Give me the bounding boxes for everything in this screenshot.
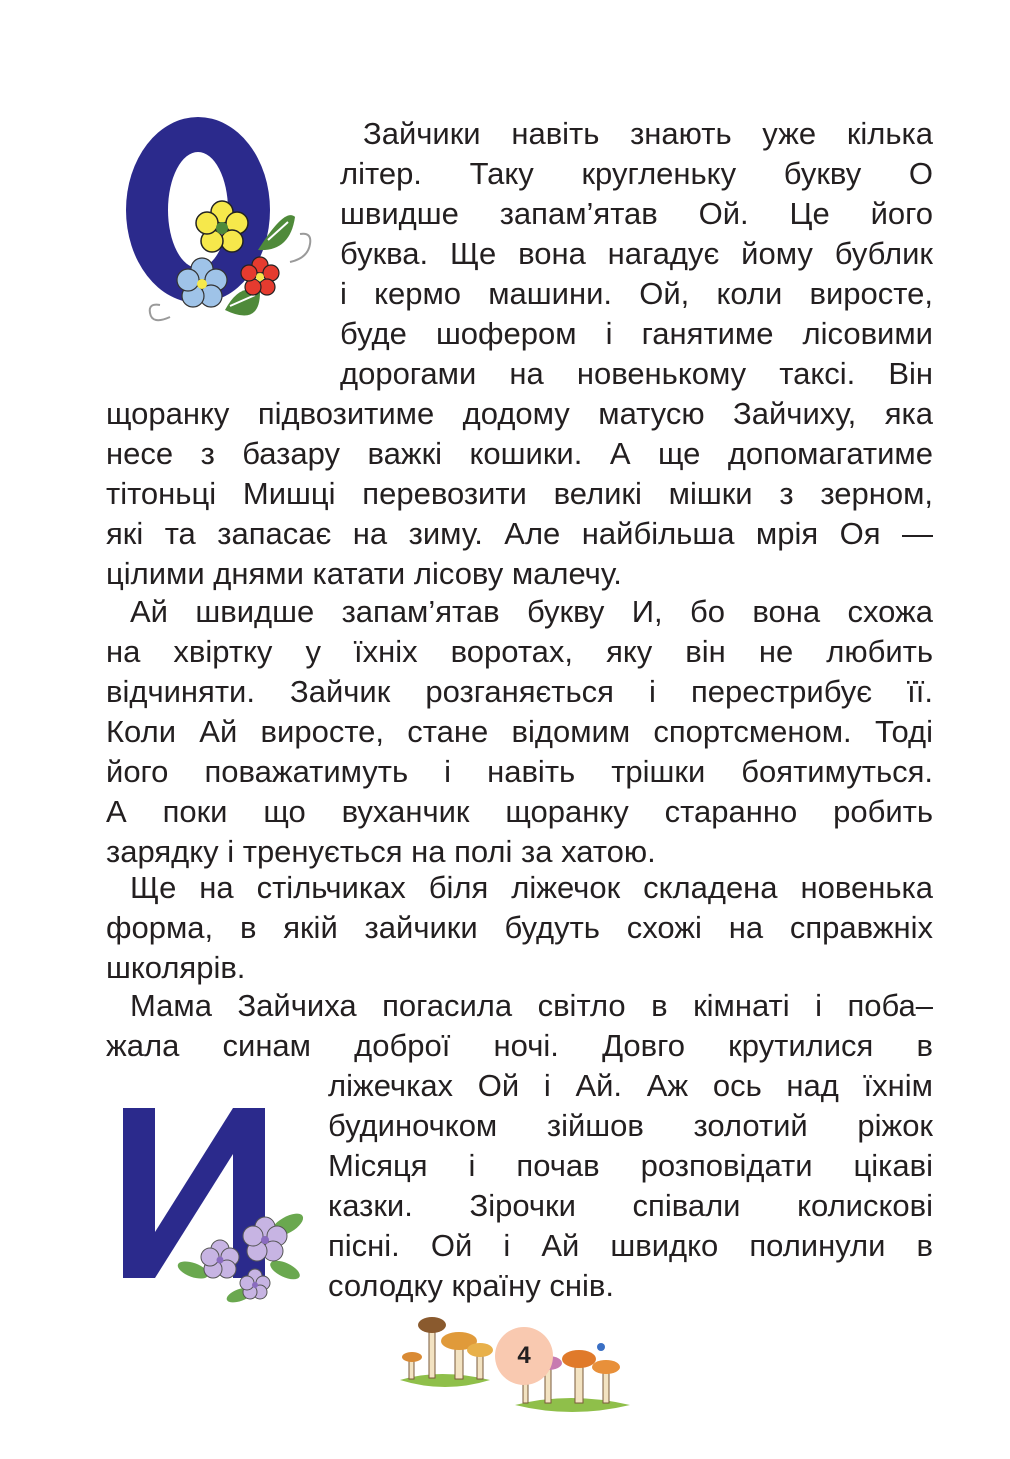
text-line: дорогами на новенькому таксі. Він xyxy=(340,356,933,391)
text-line: школярів. xyxy=(106,950,246,985)
text-line: Зайчики навіть знають уже кілька xyxy=(363,116,933,151)
text-line: буква. Ще вона нагадує йому бублик xyxy=(340,236,933,271)
text-line: Ще на стільчиках біля ліжечок складена новенька xyxy=(130,870,933,905)
text-line: які та запасає на зиму. Але найбільша мрія Оя — xyxy=(106,516,933,551)
text-line: літер. Таку кругленьку букву О xyxy=(340,156,933,191)
text-line: Коли Ай виросте, стане відомим спортсменом. Тоді xyxy=(106,714,933,749)
text-line: Мама Зайчиха погасила світло в кімнаті і поба– xyxy=(130,988,933,1023)
text-line: форма, в якій зайчики будуть схожі на справжніх xyxy=(106,910,933,945)
letter-i-illustration xyxy=(115,1100,315,1315)
text-line: несе з базару важкі кошики. А ще допомагатиме xyxy=(106,436,933,471)
text-line: швидше запам’ятав Ой. Це його xyxy=(340,196,933,231)
text-line: Ай швидше запам’ятав букву И, бо вона схожа xyxy=(130,594,933,629)
text-line: А поки що вуханчик щоранку старанно робить xyxy=(106,794,933,829)
page-number: 4 xyxy=(495,1327,553,1385)
letter-o-illustration xyxy=(110,112,325,352)
text-line: цілими днями катати лісову малечу. xyxy=(106,556,622,591)
text-line: казки. Зірочки співали колискові xyxy=(328,1188,933,1223)
text-line: відчиняти. Зайчик розганяється і перестрибує її. xyxy=(106,674,933,709)
text-line: на хвіртку у їхніх воротах, яку він не любить xyxy=(106,634,933,669)
text-line: і кермо машини. Ой, коли виросте, xyxy=(340,276,933,311)
text-line: зарядку і тренується на полі за хатою. xyxy=(106,834,656,869)
text-line: ліжечках Ой і Ай. Аж ось над їхнім xyxy=(328,1068,933,1103)
text-line: буде шофером і ганятиме лісовими xyxy=(340,316,933,351)
text-line: будиночком зійшов золотий ріжок xyxy=(328,1108,933,1143)
text-line: жала синам доброї ночі. Довго крутилися в xyxy=(106,1028,933,1063)
text-line: солодку країну снів. xyxy=(328,1268,614,1303)
text-line: його поважатимуть і навіть трішки боятимуться. xyxy=(106,754,933,789)
text-line: щоранку підвозитиме додому матусю Зайчиху, яка xyxy=(106,396,933,431)
text-line: Місяця і почав розповідати цікаві xyxy=(328,1148,933,1183)
text-line: пісні. Ой і Ай швидко полинули в xyxy=(328,1228,933,1263)
text-line: тітоньці Мишці перевозити великі мішки з зерном, xyxy=(106,476,933,511)
